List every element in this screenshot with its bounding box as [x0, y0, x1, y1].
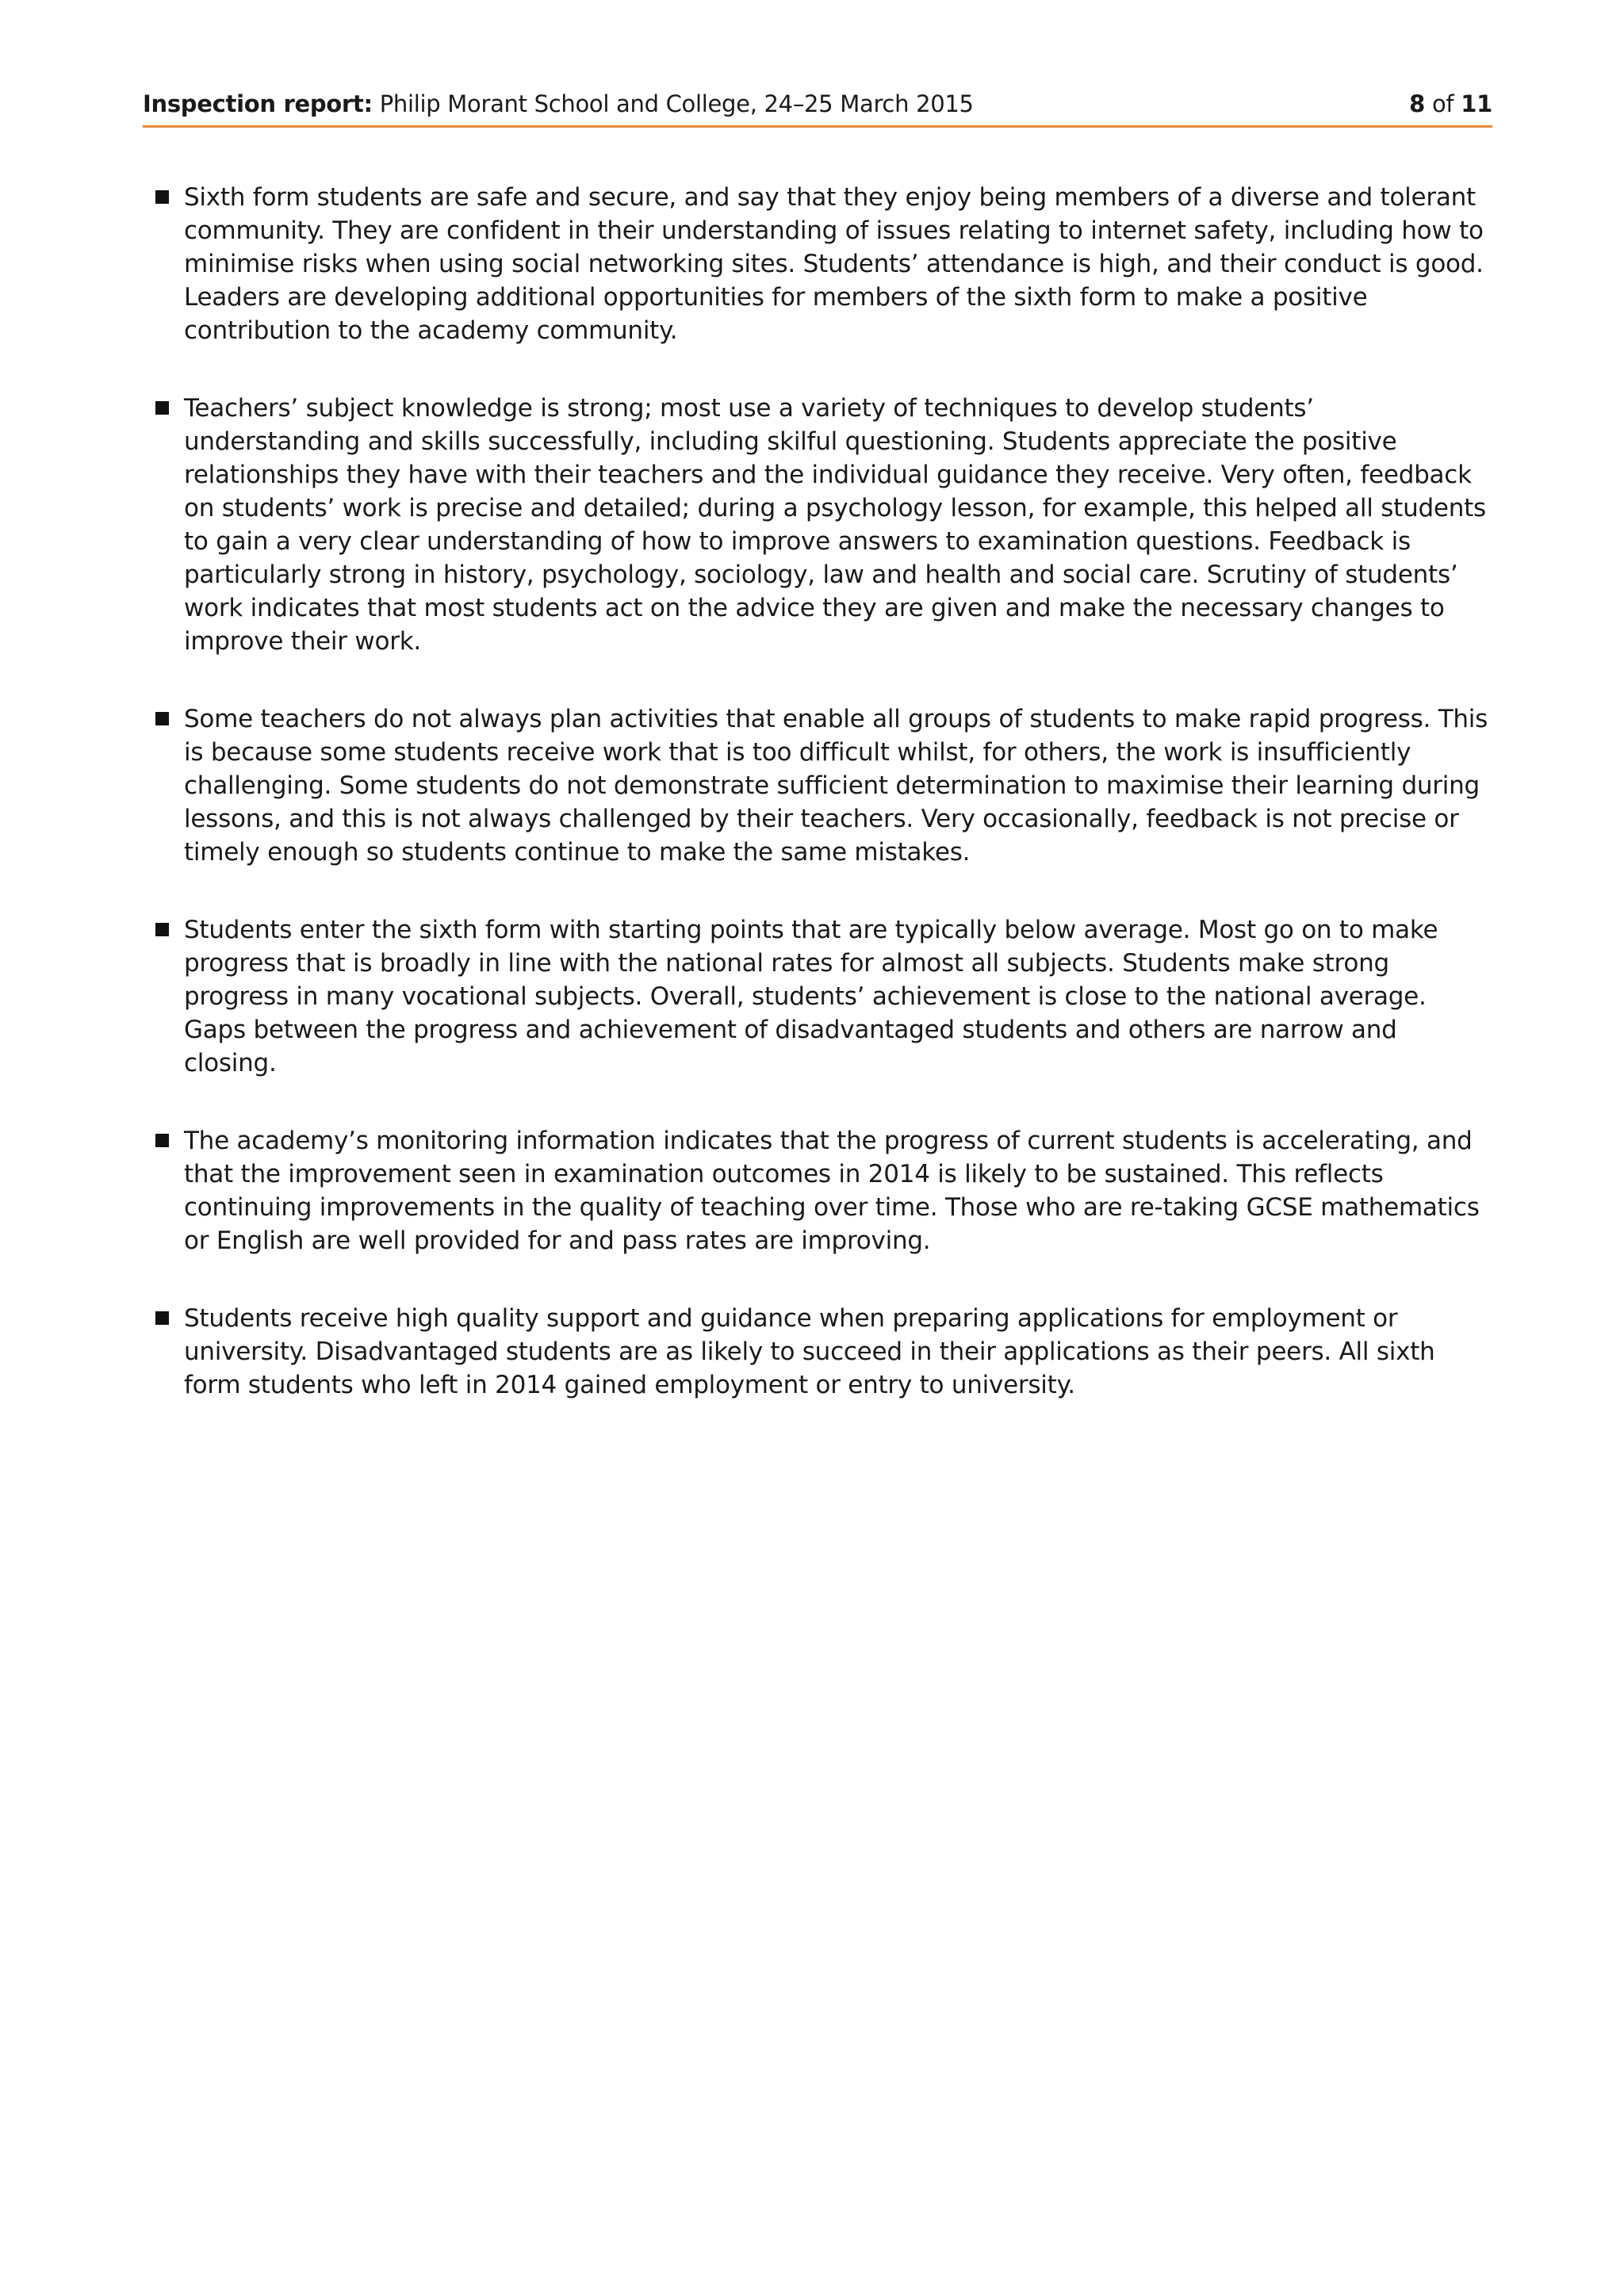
header-label: Inspection report:	[143, 90, 373, 117]
page-current: 8	[1409, 90, 1426, 117]
list-item	[155, 1124, 1496, 1257]
list-item-text: Some teachers do not always plan activities that enable all groups of students to make rapid progress. This is because some students receive work that is too difficult whilst, for others, the work is insufficiently challenging. Some students do not demonstrate sufficient determination to maximise their learning during lessons, and this is not always challenged by their teachers. Very occasionally, feedback is not precise or timely enough so students continue to make the same mistakes.	[184, 705, 1488, 867]
list-item	[155, 181, 1496, 347]
bullet-list	[155, 181, 1496, 1446]
square-bullet-icon	[155, 190, 169, 204]
header-subtitle: Philip Morant School and College, 24–25 March 2015	[379, 90, 974, 117]
square-bullet-icon	[155, 401, 169, 415]
square-bullet-icon	[155, 712, 169, 725]
page-total: 11	[1461, 90, 1492, 117]
page-header	[143, 87, 1492, 121]
header-title	[143, 87, 974, 121]
list-item-text: Teachers’ subject knowledge is strong; most use a variety of techniques to develop students’ understanding and skills successfully, including skilful questioning. Students appreciate the positive relationships they have with their teachers and the individual guidance they receive. Very often, feedback on students’ work is precise and detailed; during a psychology lesson, for example, this helped all students to gain a very clear understanding of how to improve answers to examination questions. Feedback is particularly strong in history, psychology, sociology, law and health and social care. Scrutiny of students’ work indicates that most students act on the advice they are given and make the necessary changes to improve their work.	[184, 394, 1486, 656]
square-bullet-icon	[155, 923, 169, 936]
header-divider	[143, 125, 1492, 128]
page-number	[1409, 87, 1492, 121]
square-bullet-icon	[155, 1311, 169, 1325]
list-item-text: Students receive high quality support and guidance when preparing applications for employment or university. Disadvantaged students are as likely to succeed in their applications as their peers. All sixth form students who left in 2014 gained employment or entry to university.	[184, 1304, 1435, 1399]
square-bullet-icon	[155, 1134, 169, 1147]
list-item-text: Sixth form students are safe and secure, and say that they enjoy being members of a diverse and tolerant community. They are confident in their understanding of issues relating to internet safety, including how to minimise risks when using social networking sites. Students’ attendance is high, and their conduct is good. Leaders are developing additional opportunities for members of the sixth form to make a positive contribution to the academy community.	[184, 183, 1484, 345]
list-item	[155, 913, 1496, 1080]
list-item	[155, 1302, 1496, 1402]
list-item-text: The academy’s monitoring information indicates that the progress of current students is accelerating, and that the improvement seen in examination outcomes in 2014 is likely to be sustained. This reflects continuing improvements in the quality of teaching over time. Those who are re-taking GCSE mathematics or English are well provided for and pass rates are improving.	[184, 1127, 1480, 1255]
list-item	[155, 392, 1496, 658]
page-of: of	[1431, 90, 1454, 117]
list-item	[155, 702, 1496, 869]
list-item-text: Students enter the sixth form with starting points that are typically below average. Most go on to make progress that is broadly in line with the national rates for almost all subjects. Students make strong progress in many vocational subjects. Overall, students’ achievement is close to the national average. Gaps between the progress and achievement of disadvantaged students and others are narrow and closing.	[184, 916, 1438, 1077]
